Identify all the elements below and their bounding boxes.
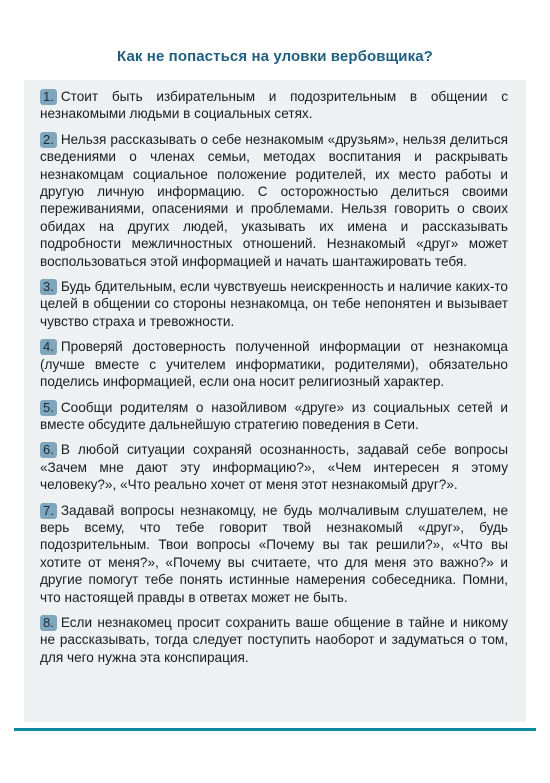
item-number: 2. bbox=[40, 132, 57, 148]
item-number: 7. bbox=[40, 503, 57, 519]
item-text: Нельзя рассказывать о себе незнакомым «друзьям», нельзя делиться сведениями о членах семьи, методах воспитания и раскрывать незнакомцам социальное положение родителей, их место работы и другую личную информацию. С осторожностью делиться своими переживаниями, опасениями и проблемами. Нельзя говорить о своих обидах на других людей, указывать их имена и рассказывать подробности межличностных отношений. Незнакомый «друг» может воспользоваться этой информацией и начать шантажировать тебя. bbox=[40, 131, 508, 269]
page-title: Как не попасться на уловки вербовщика? bbox=[117, 48, 433, 65]
item-number: 3. bbox=[40, 279, 57, 295]
list-item bbox=[40, 399, 508, 434]
advice-list bbox=[40, 88, 508, 674]
item-number: 6. bbox=[40, 442, 57, 458]
item-text: Стоит быть избирательным и подозрительным в общении с незнакомыми людьми в социальных сетях. bbox=[40, 89, 508, 122]
item-number: 8. bbox=[40, 615, 57, 631]
list-item bbox=[40, 131, 508, 270]
list-item bbox=[40, 441, 508, 493]
list-item bbox=[40, 614, 508, 666]
item-text: Проверяй достоверность полученной информации от незнакомца (лучше вместе с учителем информатики, родителями), обязательно поделись информацией, если она носит религиозный характер. bbox=[40, 339, 508, 390]
list-item bbox=[40, 88, 508, 123]
item-number: 1. bbox=[40, 89, 57, 105]
item-text: Будь бдительным, если чувствуешь неискренность и наличие каких-то целей в общении со стороны незнакомца, он тебе непонятен и вызывает чувство страха и тревожности. bbox=[40, 279, 508, 329]
item-number: 5. bbox=[40, 400, 57, 416]
item-text: Задавай вопросы незнакомцу, не будь молчаливым слушателем, не верь всему, что тебе говорит твой незнакомый «друг», будь подозрительным. Твои вопросы «Почему вы так решили?», «Что вы хотите от меня?», «Почему вы считаете, что для меня это важно?» и другие помогут тебе понять истинные намерения собеседника. Помни, что настоящей правды в ответах может не быть. bbox=[40, 502, 508, 605]
item-number: 4. bbox=[40, 339, 57, 355]
list-item bbox=[40, 278, 508, 330]
item-text: Сообщи родителям о назойливом «друге» из социальных сетей и вместе обсудите дальнейшую стратегию поведения в Сети. bbox=[40, 399, 508, 432]
item-text: В любой ситуации сохраняй осознанность, задавай себе вопросы «Зачем мне дают эту информацию?», «Чем интересен я этому человеку?», «Что реально хочет от меня этот незнакомый друг?». bbox=[40, 442, 508, 493]
list-item bbox=[40, 338, 508, 390]
item-text: Если незнакомец просит сохранить ваше общение в тайне и никому не рассказывать, тогда следует поступить наоборот и задуматься о том, для чего нужна эта конспирация. bbox=[40, 614, 508, 665]
bottom-divider bbox=[14, 728, 536, 731]
list-item bbox=[40, 502, 508, 606]
